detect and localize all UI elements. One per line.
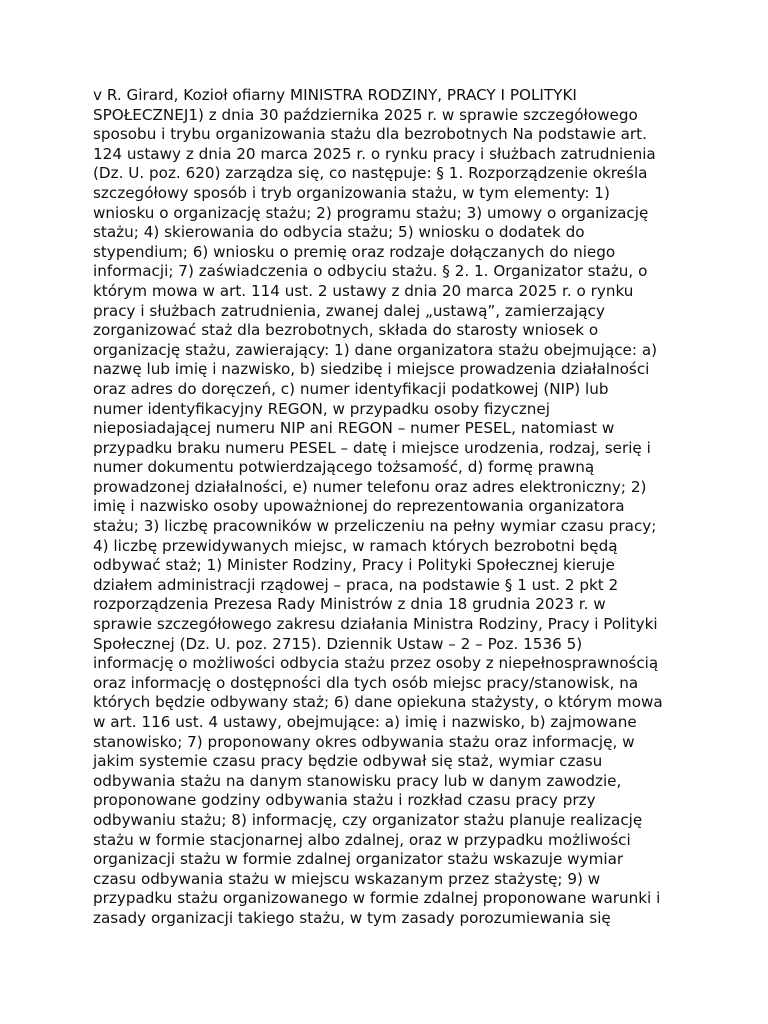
- document-body-text: v R. Girard, Kozioł ofiarny MINISTRA RODZINY, PRACY I POLITYKI SPOŁECZNEJ1) z dnia 30 października 2025 r. w sprawie szczegółowego sposobu i trybu organizowania stażu dla bezrobotnych Na podstawie art. 124 ustawy z dnia 20 marca 2025 r. o rynku pracy i służbach zatrudnienia (Dz. U. poz. 620) zarządza się, co następuje: § 1. Rozporządzenie określa szczegółowy sposób i tryb organizowania stażu, w tym elementy: 1) wniosku o organizację stażu; 2) programu stażu; 3) umowy o organizację stażu; 4) skierowania do odbycia stażu; 5) wniosku o dodatek do stypendium; 6) wniosku o premię oraz rodzaje dołączanych do niego informacji; 7) zaświadczenia o odbyciu stażu. § 2. 1. Organizator stażu, o którym mowa w art. 114 ust. 2 ustawy z dnia 20 marca 2025 r. o rynku pracy i służbach zatrudnienia, zwanej dalej „ustawą”, zamierzający zorganizować staż dla bezrobotnych, składa do starosty wniosek o organizację stażu, zawierający: 1) dane organizatora stażu obejmujące: a) nazwę lub imię i nazwisko, b) siedzibę i miejsce prowadzenia działalności oraz adres do doręczeń, c) numer identyfikacji podatkowej (NIP) lub numer identyfikacyjny REGON, w przypadku osoby fizycznej nieposiadającej numeru NIP ani REGON – numer PESEL, natomiast w przypadku braku numeru PESEL – datę i miejsce urodzenia, rodzaj, serię i numer dokumentu potwierdzającego tożsamość, d) formę prawną prowadzonej działalności, e) numer telefonu oraz adres elektroniczny; 2) imię i nazwisko osoby upoważnionej do reprezentowania organizatora stażu; 3) liczbę pracowników w przeliczeniu na pełny wymiar czasu pracy; 4) liczbę przewidywanych miejsc, w ramach których bezrobotni będą odbywać staż; 1) Minister Rodziny, Pracy i Polityki Społecznej kieruje działem administracji rządowej – praca, na podstawie § 1 ust. 2 pkt 2 rozporządzenia Prezesa Rady Ministrów z dnia 18 grudnia 2023 r. w sprawie szczegółowego zakresu działania Ministra Rodziny, Pracy i Polityki Społecznej (Dz. U. poz. 2715). Dziennik Ustaw – 2 – Poz. 1536 5) informację o możliwości odbycia stażu przez osoby z niepełnosprawnością oraz informację o dostępności dla tych osób miejsc pracy/stanowisk, na których będzie odbywany staż; 6) dane opiekuna stażysty, o którym mowa w art. 116 ust. 4 ustawy, obejmujące: a) imię i nazwisko, b) zajmowane stanowisko; 7) proponowany okres odbywania stażu oraz informację, w jakim systemie czasu pracy będzie odbywał się staż, wymiar czasu odbywania stażu na danym stanowisku pracy lub w danym zawodzie, proponowane godziny odbywania stażu i rozkład czasu pracy przy odbywaniu stażu; 8) informację, czy organizator stażu planuje realizację stażu w formie stacjonarnej albo zdalnej, oraz w przypadku możliwości organizacji stażu w formie zdalnej organizator stażu wskazuje wymiar czasu odbywania stażu w miejscu wskazanym przez stażystę; 9) w przypadku stażu organizowanego w formie zdalnej proponowane warunki i zasady organizacji takiego stażu, w tym zasady porozumiewania się: [93, 86, 663, 927]
- document-page: [93, 86, 683, 929]
